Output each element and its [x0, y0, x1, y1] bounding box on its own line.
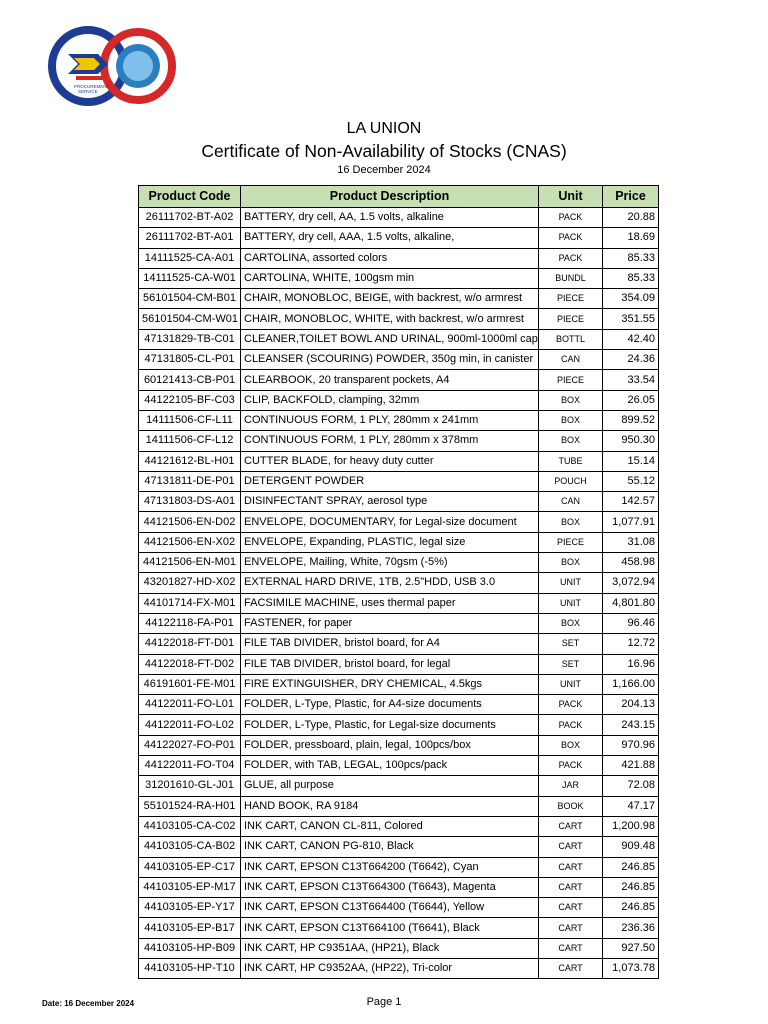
unit-cell: PACK	[539, 756, 603, 776]
product-code-cell: 44103105-HP-B09	[139, 938, 241, 958]
price-cell: 246.85	[603, 898, 659, 918]
table-row	[139, 289, 659, 309]
price-cell: 12.72	[603, 634, 659, 654]
table-row	[139, 674, 659, 694]
table-row	[139, 248, 659, 268]
unit-cell: POUCH	[539, 471, 603, 491]
unit-cell: PIECE	[539, 289, 603, 309]
product-description-cell: ENVELOPE, DOCUMENTARY, for Legal-size document	[241, 512, 539, 532]
table-row	[139, 431, 659, 451]
table-row	[139, 451, 659, 471]
price-cell: 72.08	[603, 776, 659, 796]
unit-cell: PACK	[539, 208, 603, 228]
product-description-cell: CONTINUOUS FORM, 1 PLY, 280mm x 241mm	[241, 410, 539, 430]
unit-cell: PACK	[539, 228, 603, 248]
price-cell: 1,073.78	[603, 958, 659, 978]
document-title: Certificate of Non-Availability of Stocks (CNAS)	[201, 141, 567, 161]
product-description-cell: FIRE EXTINGUISHER, DRY CHEMICAL, 4.5kgs	[241, 674, 539, 694]
product-code-cell: 44122105-BF-C03	[139, 390, 241, 410]
unit-cell: SET	[539, 654, 603, 674]
price-cell: 236.36	[603, 918, 659, 938]
product-code-cell: 31201610-GL-J01	[139, 776, 241, 796]
unit-cell: CAN	[539, 350, 603, 370]
price-cell: 354.09	[603, 289, 659, 309]
price-cell: 96.46	[603, 613, 659, 633]
price-cell: 24.36	[603, 350, 659, 370]
product-code-cell: 44121506-EN-M01	[139, 553, 241, 573]
unit-cell: JAR	[539, 776, 603, 796]
price-cell: 421.88	[603, 756, 659, 776]
column-header-product-code: Product Code	[139, 186, 241, 208]
table-row	[139, 268, 659, 288]
unit-cell: CART	[539, 918, 603, 938]
product-code-cell: 44103105-EP-C17	[139, 857, 241, 877]
product-description-cell: FILE TAB DIVIDER, bristol board, for legal	[241, 654, 539, 674]
product-code-cell: 44122011-FO-T04	[139, 756, 241, 776]
unit-cell: PIECE	[539, 532, 603, 552]
table-row	[139, 532, 659, 552]
product-code-cell: 47131811-DE-P01	[139, 471, 241, 491]
price-cell: 142.57	[603, 492, 659, 512]
product-description-cell: INK CART, EPSON C13T664400 (T6644), Yellow	[241, 898, 539, 918]
unit-cell: BUNDL	[539, 268, 603, 288]
product-code-cell: 47131829-TB-C01	[139, 329, 241, 349]
document-date: 16 December 2024	[337, 164, 431, 176]
product-code-cell: 44121506-EN-D02	[139, 512, 241, 532]
product-code-cell: 56101504-CM-B01	[139, 289, 241, 309]
product-code-cell: 26111702-BT-A02	[139, 208, 241, 228]
unit-cell: CAN	[539, 492, 603, 512]
unit-cell: BOTTL	[539, 329, 603, 349]
unit-cell: PACK	[539, 715, 603, 735]
price-cell: 3,072.94	[603, 573, 659, 593]
table-row	[139, 715, 659, 735]
product-description-cell: EXTERNAL HARD DRIVE, 1TB, 2.5"HDD, USB 3.0	[241, 573, 539, 593]
product-code-cell: 14111525-CA-W01	[139, 268, 241, 288]
product-code-cell: 44122118-FA-P01	[139, 613, 241, 633]
table-row	[139, 512, 659, 532]
product-code-cell: 26111702-BT-A01	[139, 228, 241, 248]
price-cell: 42.40	[603, 329, 659, 349]
unit-cell: UNIT	[539, 573, 603, 593]
table-row	[139, 654, 659, 674]
table-row	[139, 837, 659, 857]
table-row	[139, 857, 659, 877]
price-cell: 927.50	[603, 938, 659, 958]
price-cell: 909.48	[603, 837, 659, 857]
price-cell: 243.15	[603, 715, 659, 735]
table-row	[139, 918, 659, 938]
unit-cell: BOX	[539, 390, 603, 410]
product-description-cell: FOLDER, L-Type, Plastic, for Legal-size documents	[241, 715, 539, 735]
price-cell: 85.33	[603, 268, 659, 288]
table-row	[139, 877, 659, 897]
procurement-service-logo	[46, 24, 176, 108]
product-description-cell: BATTERY, dry cell, AA, 1.5 volts, alkaline	[241, 208, 539, 228]
product-code-cell: 44103105-CA-C02	[139, 816, 241, 836]
table-row	[139, 390, 659, 410]
unit-cell: UNIT	[539, 674, 603, 694]
table-row	[139, 309, 659, 329]
unit-cell: CART	[539, 816, 603, 836]
product-description-cell: FACSIMILE MACHINE, uses thermal paper	[241, 593, 539, 613]
price-cell: 20.88	[603, 208, 659, 228]
unit-cell: CART	[539, 898, 603, 918]
product-code-cell: 46191601-FE-M01	[139, 674, 241, 694]
product-description-cell: HAND BOOK, RA 9184	[241, 796, 539, 816]
table-row	[139, 370, 659, 390]
table-row	[139, 816, 659, 836]
product-description-cell: GLUE, all purpose	[241, 776, 539, 796]
unit-cell: CART	[539, 877, 603, 897]
price-cell: 15.14	[603, 451, 659, 471]
table-row	[139, 228, 659, 248]
product-description-cell: INK CART, EPSON C13T664200 (T6642), Cyan	[241, 857, 539, 877]
logo-text-line2: SERVICE	[78, 89, 98, 94]
unit-cell: BOX	[539, 613, 603, 633]
product-code-cell: 44122018-FT-D02	[139, 654, 241, 674]
product-description-cell: INK CART, CANON PG-810, Black	[241, 837, 539, 857]
product-code-cell: 14111506-CF-L12	[139, 431, 241, 451]
price-cell: 204.13	[603, 695, 659, 715]
price-cell: 85.33	[603, 248, 659, 268]
price-cell: 47.17	[603, 796, 659, 816]
price-cell: 246.85	[603, 877, 659, 897]
product-description-cell: CHAIR, MONOBLOC, BEIGE, with backrest, w/o armrest	[241, 289, 539, 309]
product-code-cell: 43201827-HD-X02	[139, 573, 241, 593]
price-cell: 16.96	[603, 654, 659, 674]
unit-cell: PACK	[539, 695, 603, 715]
price-cell: 1,077.91	[603, 512, 659, 532]
unit-cell: BOX	[539, 431, 603, 451]
unit-cell: SET	[539, 634, 603, 654]
table-row	[139, 573, 659, 593]
product-description-cell: CONTINUOUS FORM, 1 PLY, 280mm x 378mm	[241, 431, 539, 451]
product-description-cell: ENVELOPE, Mailing, White, 70gsm (-5%)	[241, 553, 539, 573]
unit-cell: BOX	[539, 553, 603, 573]
product-description-cell: INK CART, HP C9351AA, (HP21), Black	[241, 938, 539, 958]
product-code-cell: 44122011-FO-L01	[139, 695, 241, 715]
product-description-cell: FILE TAB DIVIDER, bristol board, for A4	[241, 634, 539, 654]
price-cell: 31.08	[603, 532, 659, 552]
product-description-cell: DETERGENT POWDER	[241, 471, 539, 491]
unit-cell: TUBE	[539, 451, 603, 471]
table-row	[139, 958, 659, 978]
product-code-cell: 44121506-EN-X02	[139, 532, 241, 552]
column-header-unit: Unit	[539, 186, 603, 208]
product-description-cell: BATTERY, dry cell, AAA, 1.5 volts, alkaline,	[241, 228, 539, 248]
product-description-cell: CUTTER BLADE, for heavy duty cutter	[241, 451, 539, 471]
product-code-cell: 14111506-CF-L11	[139, 410, 241, 430]
product-code-cell: 44103105-HP-T10	[139, 958, 241, 978]
product-description-cell: FASTENER, for paper	[241, 613, 539, 633]
product-code-cell: 44121612-BL-H01	[139, 451, 241, 471]
table-row	[139, 898, 659, 918]
product-description-cell: INK CART, EPSON C13T664100 (T6641), Black	[241, 918, 539, 938]
product-description-cell: CHAIR, MONOBLOC, WHITE, with backrest, w/o armrest	[241, 309, 539, 329]
price-cell: 4,801.80	[603, 593, 659, 613]
footer-date: Date: 16 December 2024	[42, 999, 135, 1008]
product-description-cell: CARTOLINA, assorted colors	[241, 248, 539, 268]
table-row	[139, 410, 659, 430]
price-cell: 26.05	[603, 390, 659, 410]
table-row	[139, 756, 659, 776]
unit-cell: CART	[539, 857, 603, 877]
product-description-cell: INK CART, HP C9352AA, (HP22), Tri-color	[241, 958, 539, 978]
unit-cell: BOOK	[539, 796, 603, 816]
product-code-cell: 47131803-DS-A01	[139, 492, 241, 512]
table-row	[139, 593, 659, 613]
price-cell: 33.54	[603, 370, 659, 390]
logo-text-line1: PROCUREMENT	[74, 84, 110, 89]
table-row	[139, 208, 659, 228]
unit-cell: BOX	[539, 735, 603, 755]
product-description-cell: DISINFECTANT SPRAY, aerosol type	[241, 492, 539, 512]
unit-cell: PIECE	[539, 309, 603, 329]
table-row	[139, 735, 659, 755]
price-cell: 1,166.00	[603, 674, 659, 694]
product-description-cell: FOLDER, with TAB, LEGAL, 100pcs/pack	[241, 756, 539, 776]
product-code-cell: 44103105-EP-Y17	[139, 898, 241, 918]
page-number: Page 1	[366, 996, 402, 1008]
product-code-cell: 44122018-FT-D01	[139, 634, 241, 654]
price-cell: 18.69	[603, 228, 659, 248]
product-description-cell: INK CART, CANON CL-811, Colored	[241, 816, 539, 836]
table-row	[139, 776, 659, 796]
price-cell: 970.96	[603, 735, 659, 755]
table-row	[139, 350, 659, 370]
table-row	[139, 938, 659, 958]
table-row	[139, 329, 659, 349]
product-code-cell: 14111525-CA-A01	[139, 248, 241, 268]
column-header-price: Price	[603, 186, 659, 208]
product-code-cell: 44122011-FO-L02	[139, 715, 241, 735]
price-cell: 1,200.98	[603, 816, 659, 836]
price-cell: 351.55	[603, 309, 659, 329]
unit-cell: BOX	[539, 512, 603, 532]
product-description-cell: CLEANER,TOILET BOWL AND URINAL, 900ml-1000ml cap	[241, 329, 539, 349]
table-row	[139, 796, 659, 816]
unit-cell: PACK	[539, 248, 603, 268]
product-code-cell: 44122027-FO-P01	[139, 735, 241, 755]
product-code-cell: 60121413-CB-P01	[139, 370, 241, 390]
column-header-product-description: Product Description	[241, 186, 539, 208]
price-cell: 950.30	[603, 431, 659, 451]
unit-cell: PIECE	[539, 370, 603, 390]
product-description-cell: FOLDER, pressboard, plain, legal, 100pcs/box	[241, 735, 539, 755]
product-code-cell: 56101504-CM-W01	[139, 309, 241, 329]
unit-cell: CART	[539, 958, 603, 978]
table-row	[139, 695, 659, 715]
product-description-cell: ENVELOPE, Expanding, PLASTIC, legal size	[241, 532, 539, 552]
table-row	[139, 471, 659, 491]
table-header-row	[139, 186, 659, 208]
product-code-cell: 44103105-EP-M17	[139, 877, 241, 897]
table-row	[139, 492, 659, 512]
product-code-cell: 44103105-CA-B02	[139, 837, 241, 857]
price-cell: 458.98	[603, 553, 659, 573]
product-code-cell: 44101714-FX-M01	[139, 593, 241, 613]
price-cell: 55.12	[603, 471, 659, 491]
product-code-cell: 47131805-CL-P01	[139, 350, 241, 370]
unit-cell: UNIT	[539, 593, 603, 613]
price-cell: 246.85	[603, 857, 659, 877]
product-description-cell: CLEARBOOK, 20 transparent pockets, A4	[241, 370, 539, 390]
product-description-cell: CLEANSER (SCOURING) POWDER, 350g min, in canister	[241, 350, 539, 370]
table-row	[139, 553, 659, 573]
product-description-cell: CLIP, BACKFOLD, clamping, 32mm	[241, 390, 539, 410]
price-cell: 899.52	[603, 410, 659, 430]
table-row	[139, 613, 659, 633]
table-row	[139, 634, 659, 654]
product-description-cell: FOLDER, L-Type, Plastic, for A4-size documents	[241, 695, 539, 715]
product-description-cell: INK CART, EPSON C13T664300 (T6643), Magenta	[241, 877, 539, 897]
stock-table	[138, 185, 659, 979]
product-description-cell: CARTOLINA, WHITE, 100gsm min	[241, 268, 539, 288]
product-code-cell: 44103105-EP-B17	[139, 918, 241, 938]
unit-cell: CART	[539, 938, 603, 958]
region-title: LA UNION	[346, 120, 422, 137]
unit-cell: BOX	[539, 410, 603, 430]
product-code-cell: 55101524-RA-H01	[139, 796, 241, 816]
unit-cell: CART	[539, 837, 603, 857]
